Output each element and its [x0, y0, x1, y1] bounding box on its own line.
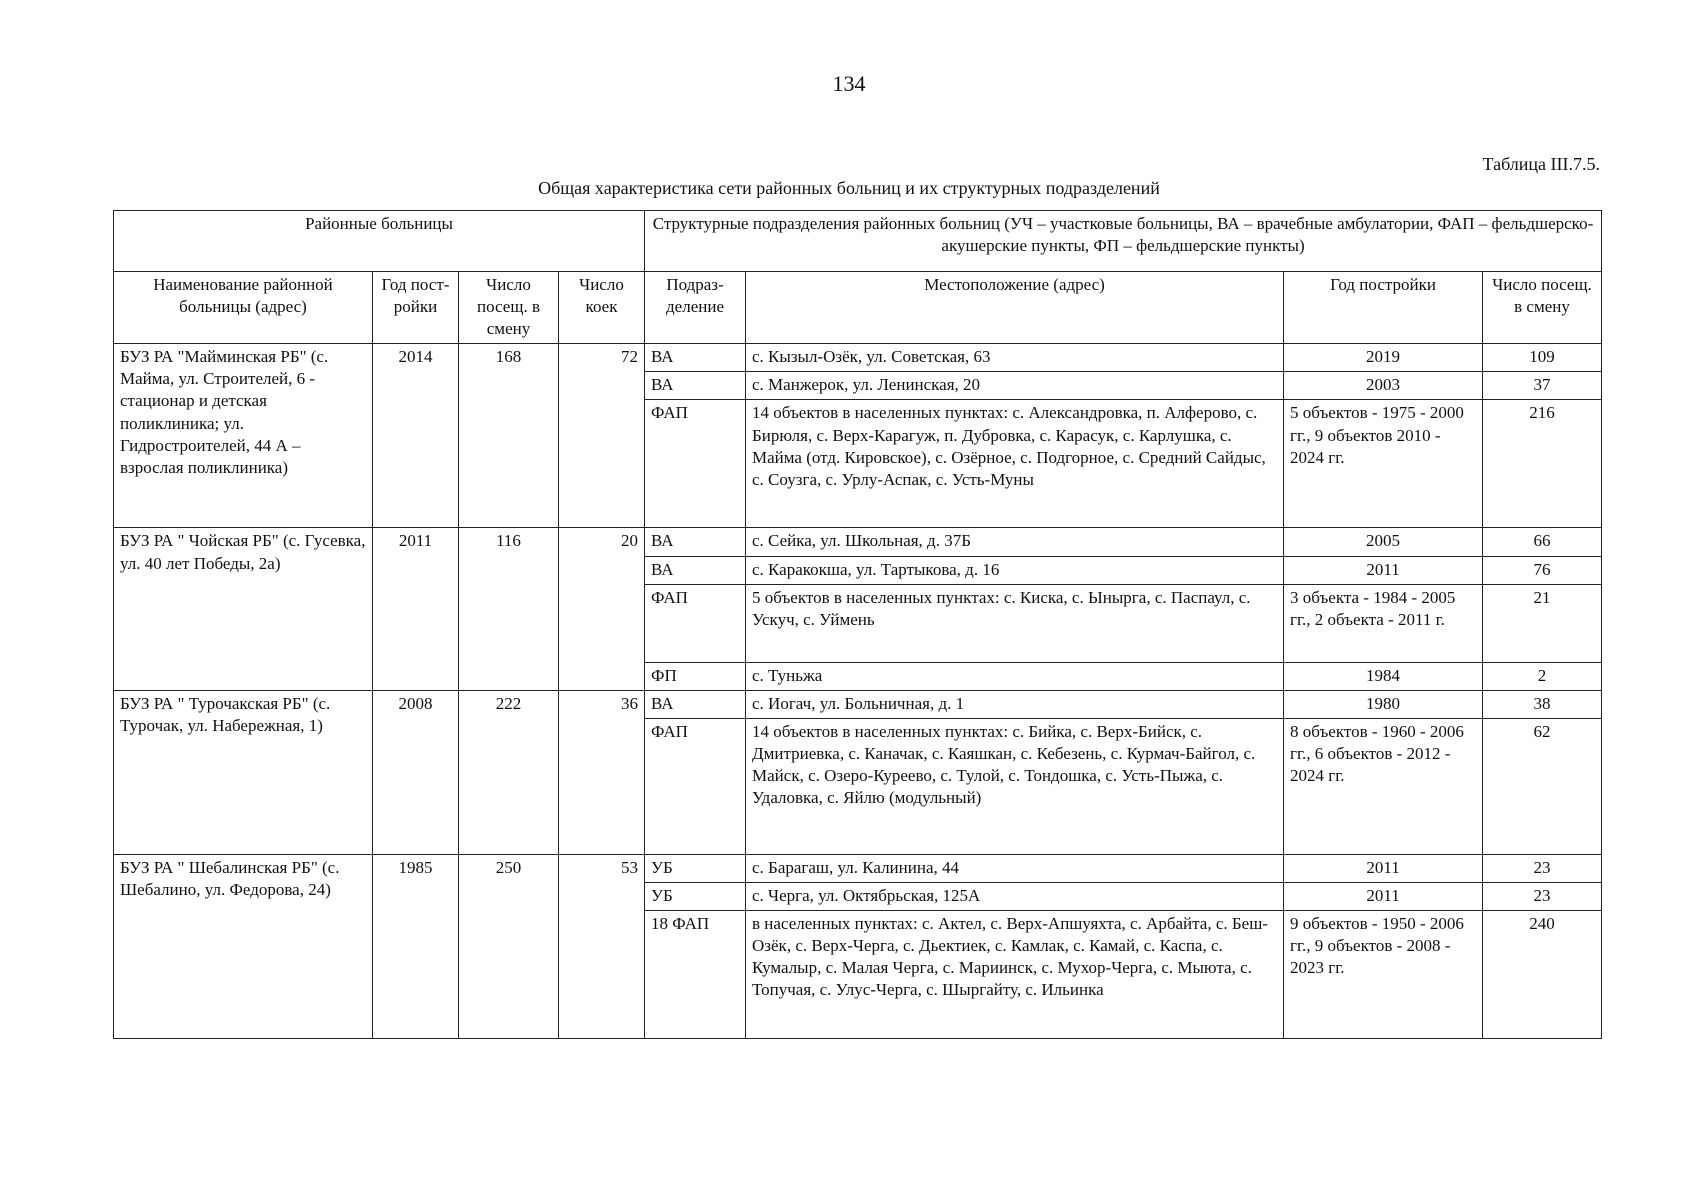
page-number: 134 [832, 71, 866, 96]
column-header-year: Год пост-ройки [373, 272, 459, 344]
hospital-name: БУЗ РА "Майминская РБ" (с. Майма, ул. Строителей, 6 - стационар и детская поликлиника; ул. Гидростроителей, 44 А – взрослая поликлиника) [114, 344, 373, 528]
unit-year: 1980 [1284, 690, 1483, 718]
column-header-name: Наименование районной больницы (адрес) [114, 272, 373, 344]
unit-year: 3 объекта - 1984 - 2005 гг., 2 объекта - 2011 г. [1284, 584, 1483, 662]
hospital-visits: 222 [459, 690, 559, 854]
unit-location: с. Сейка, ул. Школьная, д. 37Б [746, 528, 1284, 556]
hospital-visits: 250 [459, 854, 559, 1038]
unit-location: с. Черга, ул. Октябрьская, 125А [746, 882, 1284, 910]
unit-visits: 76 [1483, 556, 1602, 584]
unit-type: ФАП [645, 718, 746, 854]
unit-visits: 2 [1483, 662, 1602, 690]
unit-visits: 62 [1483, 718, 1602, 854]
group-header-row [114, 211, 1602, 272]
unit-type: ФАП [645, 400, 746, 528]
unit-type: 18 ФАП [645, 911, 746, 1039]
unit-visits: 216 [1483, 400, 1602, 528]
hospital-beds: 36 [559, 690, 645, 854]
hospital-network-table [113, 210, 1602, 1039]
unit-location: с. Манжерок, ул. Ленинская, 20 [746, 372, 1284, 400]
column-header-visits: Число посещ. в смену [459, 272, 559, 344]
unit-visits: 37 [1483, 372, 1602, 400]
hospital-beds: 53 [559, 854, 645, 1038]
column-header-unit-visits: Число посещ. в смену [1483, 272, 1602, 344]
hospital-name: БУЗ РА " Турочакская РБ" (с. Турочак, ул. Набережная, 1) [114, 690, 373, 854]
unit-location: 14 объектов в населенных пунктах: с. Александровка, п. Алферово, с. Бирюля, с. Верх-Карагуж, п. Дубровка, с. Карасук, с. Карлушка, с. Майма (отд. Кировское), с. Озёрное, с. Подгорное, с. Средний Сайдыс, с. Соузга, с. Урлу-Аспак, с. Усть-Муны [746, 400, 1284, 528]
unit-location: 14 объектов в населенных пунктах: с. Бийка, с. Верх-Бийск, с. Дмитриевка, с. Каначак, с. Каяшкан, с. Кебезень, с. Курмач-Байгол, с. Майск, с. Озеро-Куреево, с. Тулой, с. Тондошка, с. Усть-Пыжа, с. Удаловка, с. Яйлю (модульный) [746, 718, 1284, 854]
unit-type: ВА [645, 528, 746, 556]
hospital-name: БУЗ РА " Шебалинская РБ" (с. Шебалино, ул. Федорова, 24) [114, 854, 373, 1038]
hospital-beds: 20 [559, 528, 645, 690]
unit-year: 9 объектов - 1950 - 2006 гг., 9 объектов - 2008 - 2023 гг. [1284, 911, 1483, 1039]
table-row [114, 854, 1602, 882]
unit-year: 2003 [1284, 372, 1483, 400]
unit-year: 1984 [1284, 662, 1483, 690]
unit-location: с. Иогач, ул. Больничная, д. 1 [746, 690, 1284, 718]
hospital-visits: 116 [459, 528, 559, 690]
hospital-year: 2008 [373, 690, 459, 854]
unit-type: ФП [645, 662, 746, 690]
table-row [114, 344, 1602, 372]
unit-year: 8 объектов - 1960 - 2006 гг., 6 объектов - 2012 - 2024 гг. [1284, 718, 1483, 854]
unit-type: ВА [645, 556, 746, 584]
hospital-name: БУЗ РА " Чойская РБ" (с. Гусевка, ул. 40 лет Победы, 2а) [114, 528, 373, 690]
unit-visits: 21 [1483, 584, 1602, 662]
unit-location: с. Туньжа [746, 662, 1284, 690]
table-label: Таблица III.7.5. [1482, 154, 1600, 174]
hospital-visits: 168 [459, 344, 559, 528]
table-title: Общая характеристика сети районных больниц и их структурных подразделений [538, 178, 1160, 198]
hospital-beds: 72 [559, 344, 645, 528]
unit-type: ВА [645, 372, 746, 400]
unit-type: ФАП [645, 584, 746, 662]
unit-visits: 23 [1483, 854, 1602, 882]
table-row [114, 528, 1602, 556]
column-header-location: Местоположение (адрес) [746, 272, 1284, 344]
unit-year: 2011 [1284, 854, 1483, 882]
unit-visits: 109 [1483, 344, 1602, 372]
unit-year: 2011 [1284, 882, 1483, 910]
table-row [114, 690, 1602, 718]
column-header-beds: Число коек [559, 272, 645, 344]
unit-location: с. Каракокша, ул. Тартыкова, д. 16 [746, 556, 1284, 584]
unit-visits: 38 [1483, 690, 1602, 718]
unit-type: УБ [645, 882, 746, 910]
unit-location: с. Кызыл-Озёк, ул. Советская, 63 [746, 344, 1284, 372]
column-header-unit: Подраз-деление [645, 272, 746, 344]
unit-type: УБ [645, 854, 746, 882]
hospital-year: 2014 [373, 344, 459, 528]
unit-visits: 66 [1483, 528, 1602, 556]
column-header-unit-year: Год постройки [1284, 272, 1483, 344]
unit-visits: 240 [1483, 911, 1602, 1039]
unit-year: 2011 [1284, 556, 1483, 584]
unit-year: 2005 [1284, 528, 1483, 556]
group-header-subdivisions: Структурные подразделения районных больниц (УЧ – участковые больницы, ВА – врачебные амбулатории, ФАП – фельдшерско-акушерские пункты, ФП – фельдшерские пункты) [645, 211, 1602, 272]
hospital-year: 1985 [373, 854, 459, 1038]
group-header-hospitals: Районные больницы [114, 211, 645, 272]
hospital-year: 2011 [373, 528, 459, 690]
unit-location: 5 объектов в населенных пунктах: с. Киска, с. Ынырга, с. Паспаул, с. Ускуч, с. Уймень [746, 584, 1284, 662]
unit-location: в населенных пунктах: с. Актел, с. Верх-Апшуяхта, с. Арбайта, с. Беш-Озёк, с. Верх-Черга, с. Дьектиек, с. Камлак, с. Камай, с. Каспа, с. Кумалыр, с. Малая Черга, с. Мариинск, с. Мухор-Черга, с. Мыюта, с. Топучая, с. Улус-Черга, с. Шыргайту, с. Ильинка [746, 911, 1284, 1039]
column-header-row [114, 272, 1602, 344]
unit-year: 5 объектов - 1975 - 2000 гг., 9 объектов 2010 - 2024 гг. [1284, 400, 1483, 528]
unit-type: ВА [645, 690, 746, 718]
unit-type: ВА [645, 344, 746, 372]
unit-visits: 23 [1483, 882, 1602, 910]
unit-location: с. Барагаш, ул. Калинина, 44 [746, 854, 1284, 882]
unit-year: 2019 [1284, 344, 1483, 372]
